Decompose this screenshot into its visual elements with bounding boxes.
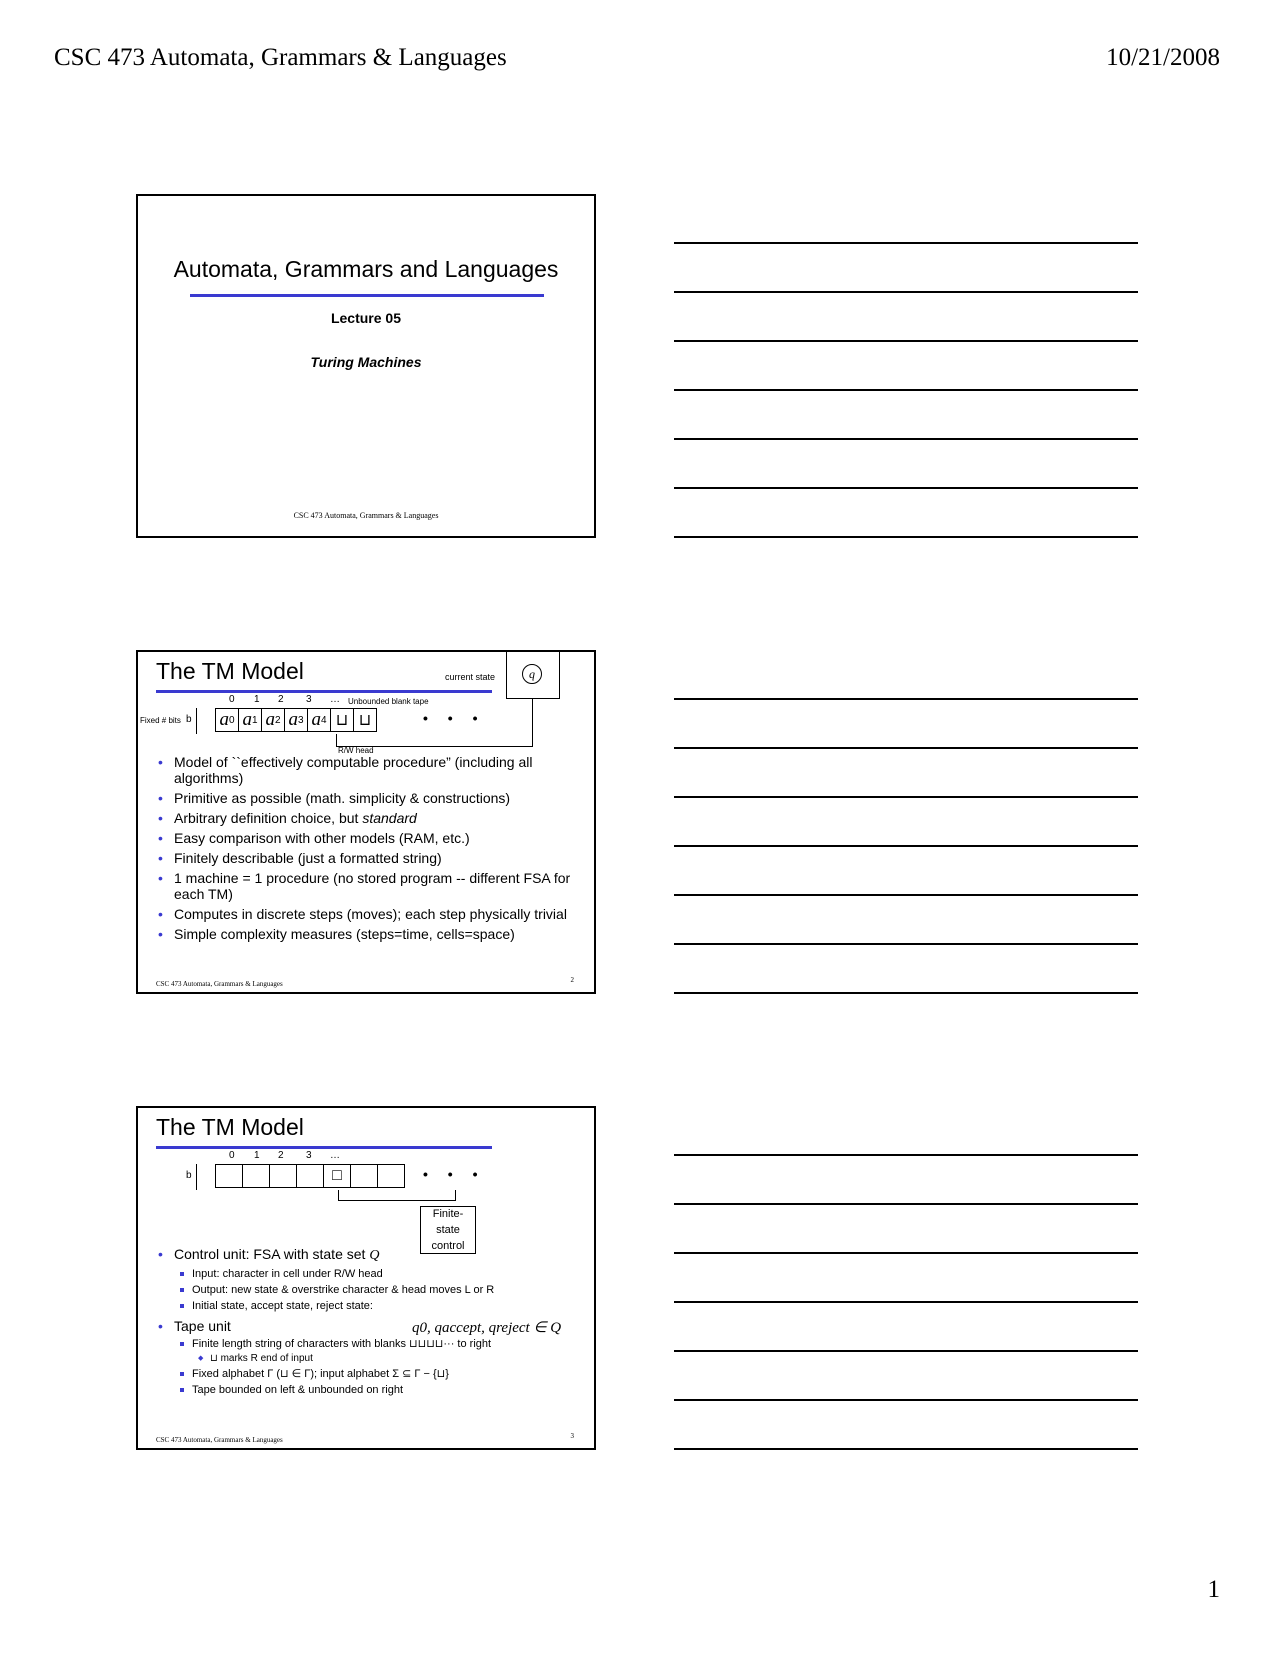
tape-cell: a 2 (261, 708, 285, 732)
note-line (674, 894, 1138, 896)
tape-cell (350, 1164, 378, 1188)
page-header-left: CSC 473 Automata, Grammars & Languages (54, 44, 507, 71)
state-symbol: q (529, 666, 535, 681)
note-line (674, 1448, 1138, 1450)
tape (216, 1164, 405, 1188)
note-line (674, 747, 1138, 749)
slide-footer: CSC 473 Automata, Grammars & Languages (156, 1436, 283, 1444)
tape-index: … (330, 1150, 340, 1161)
lecture-topic: Turing Machines (310, 354, 422, 370)
sub-list (174, 1266, 580, 1314)
tape-index: 3 (306, 694, 312, 705)
tape-cell: a 4 (307, 708, 331, 732)
tape-cell (242, 1164, 270, 1188)
tape-cell (215, 1164, 243, 1188)
states-formula: q0, qaccept, qreject ∈ Q (412, 1320, 562, 1336)
slide-number: 2 (570, 976, 574, 984)
b-arrow (196, 708, 197, 734)
list-item: • Tape unit Finite length string of characters with blanks ⊔⊔⊔⊔··· to right ◆ ⊔ marks R end of input Fixed alphabet Γ (⊔ ∈ Γ); input alphabet Σ ⊆ Γ − {⊔} Tape bounded on left & unbounded on right (156, 1318, 580, 1398)
note-line (674, 943, 1138, 945)
note-line (674, 796, 1138, 798)
slide-2 (136, 650, 596, 994)
state-connector (532, 698, 533, 746)
list-item: • Arbitrary definition choice, but standard (156, 810, 576, 826)
sub-item: Input: character in cell under R/W head (174, 1266, 580, 1282)
sub-item: Fixed alphabet Γ (⊔ ∈ Γ); input alphabet Σ ⊆ Γ − {⊔} (174, 1366, 580, 1382)
note-line (674, 242, 1138, 244)
slide-3 (136, 1106, 596, 1450)
list-item: • Control unit: FSA with state set Q Input: character in cell under R/W head Output: new state & overstrike character & head moves L or R Initial state, accept state, reject state: (156, 1246, 580, 1314)
sub-item: Tape bounded on left & unbounded on right (174, 1382, 580, 1398)
tape-ellipsis: • • • (423, 1166, 486, 1182)
note-line (674, 1252, 1138, 1254)
list-item: • 1 machine = 1 procedure (no stored program -- different FSA for each TM) (156, 870, 576, 902)
slide-footer: CSC 473 Automata, Grammars & Languages (293, 511, 439, 520)
title-rule (156, 1146, 492, 1149)
tape-index: 0 (229, 694, 235, 705)
note-line (674, 291, 1138, 293)
tape-index: 2 (278, 694, 284, 705)
tape-label: Unbounded blank tape (348, 697, 429, 706)
list-item: • Finitely describable (just a formatted string) (156, 850, 576, 866)
sub-item: Output: new state & overstrike character & head moves L or R (174, 1282, 580, 1298)
title-rule (190, 294, 544, 297)
lecture-subtitle: Lecture 05 (330, 310, 402, 326)
slide-1 (136, 194, 596, 538)
tape-ellipsis: • • • (423, 710, 486, 726)
note-line (674, 1399, 1138, 1401)
tape-cell (269, 1164, 297, 1188)
list-item: • Simple complexity measures (steps=time, cells=space) (156, 926, 576, 942)
slide-title: Automata, Grammars and Languages (173, 256, 559, 282)
b-arrow (196, 1164, 197, 1190)
head-connector (338, 1190, 456, 1201)
tape-cell (377, 1164, 405, 1188)
tape-index: … (330, 694, 340, 705)
fsc-label: Finite-state control (431, 1208, 465, 1252)
note-line (674, 992, 1138, 994)
note-line (674, 698, 1138, 700)
current-state-label: current state (445, 672, 496, 682)
note-line (674, 1301, 1138, 1303)
tape-cell: a 0 (215, 708, 239, 732)
note-line (674, 487, 1138, 489)
tape-index: 0 (229, 1150, 235, 1161)
sub-sub-list (192, 1352, 580, 1366)
tape-cell: a 1 (238, 708, 262, 732)
tape-cell: □ (323, 1164, 351, 1188)
tape-cell: a 3 (284, 708, 308, 732)
page-number: 1 (1207, 1576, 1220, 1603)
sub-list (174, 1336, 580, 1398)
note-line (674, 389, 1138, 391)
state-circle (522, 664, 542, 684)
sub-item: Finite length string of characters with blanks ⊔⊔⊔⊔··· to right ◆ ⊔ marks R end of input (174, 1336, 580, 1366)
tape-cell (296, 1164, 324, 1188)
bullet-list (156, 754, 576, 946)
slide-title: The TM Model (156, 658, 304, 684)
note-line (674, 845, 1138, 847)
slide-number: 3 (570, 1432, 574, 1440)
tape-cell: ⊔ (353, 708, 377, 732)
list-item: • Primitive as possible (math. simplicity & constructions) (156, 790, 576, 806)
title-rule (156, 690, 492, 693)
list-item: • Computes in discrete steps (moves); each step physically trivial (156, 906, 576, 922)
note-line (674, 1203, 1138, 1205)
slide-footer: CSC 473 Automata, Grammars & Languages (156, 980, 283, 988)
tape-cell: ⊔ (330, 708, 354, 732)
tape-index: 2 (278, 1150, 284, 1161)
sub-sub-item: ◆ ⊔ marks R end of input (192, 1352, 580, 1366)
list-item: • Easy comparison with other models (RAM, etc.) (156, 830, 576, 846)
rw-head-label: R/W head (338, 746, 374, 755)
fixed-bits-label: Fixed # bits (140, 716, 181, 725)
tape-index: 1 (254, 1150, 260, 1161)
b-label: b (186, 714, 192, 725)
slide-title: The TM Model (156, 1114, 304, 1140)
tape-index: 3 (306, 1150, 312, 1161)
tape (216, 708, 377, 732)
note-line (674, 536, 1138, 538)
note-line (674, 1350, 1138, 1352)
list-item: • Model of ``effectively computable procedure” (including all algorithms) (156, 754, 576, 786)
note-line (674, 1154, 1138, 1156)
note-line (674, 340, 1138, 342)
sub-item: Initial state, accept state, reject state: (174, 1298, 580, 1314)
b-label: b (186, 1170, 192, 1181)
page-header-right: 10/21/2008 (1106, 44, 1220, 71)
note-line (674, 438, 1138, 440)
tape-index: 1 (254, 694, 260, 705)
